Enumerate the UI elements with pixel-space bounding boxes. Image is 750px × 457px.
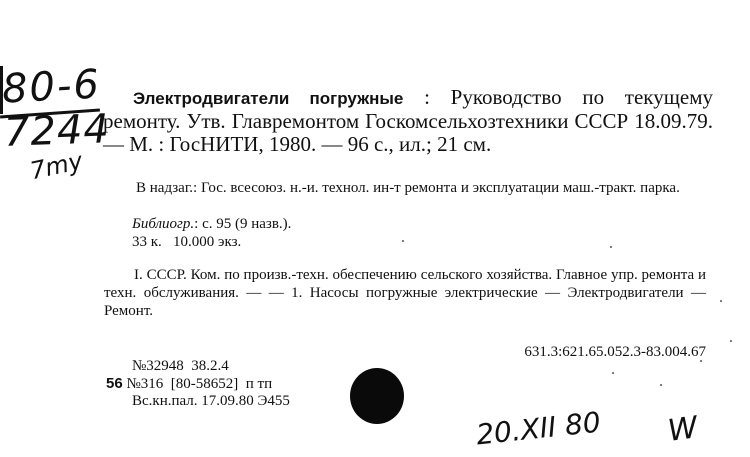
- code-prefix: 56: [106, 375, 123, 392]
- bibliographic-description: [103, 86, 713, 156]
- speck: [612, 372, 614, 374]
- code-line-3: Вс.кн.пал. 17.09.80 Э455: [132, 393, 290, 409]
- handwritten-date: 20.XII 80: [474, 405, 603, 452]
- record-note-text: В надзаг.: Гос. всесоюз. н.-и. технол. ин-т ремонта и эксплуатации маш.-тракт. парка.: [136, 180, 680, 196]
- record-copies: 33 к. 10.000 экз.: [132, 234, 242, 250]
- record-title: Электродвигатели погружные: [133, 89, 404, 108]
- speck: [402, 240, 404, 242]
- biblio-value: : с. 95 (9 назв.).: [194, 216, 292, 232]
- speck: [610, 246, 612, 248]
- shelf-mark-bottom: 7244: [3, 106, 111, 156]
- record-bibliography: [132, 215, 291, 233]
- record-subjects-text: I. СССР. Ком. по произв.-техн. обеспечению сельского хозяйства. Главное упр. ремонта и техн. обслуживания. — — 1. Насосы погружные электрические — Электродвигатели — Ремонт.: [104, 267, 706, 319]
- handwritten-note: 7my: [27, 146, 86, 186]
- punch-hole: [350, 368, 404, 424]
- speck: [700, 360, 702, 362]
- record-note: [106, 179, 706, 197]
- biblio-label: Библиогр.: [132, 216, 195, 232]
- speck: [730, 340, 732, 342]
- card-codes: [106, 358, 290, 410]
- record-subjects: [104, 266, 706, 320]
- record-title-rest: : Руководство по текущему ремонту. Утв. Главремонтом Госкомсельхозтехники СССР 18.09.79. — М. : ГосНИТИ, 1980. — 96 с., ил.; 21 см.: [103, 85, 713, 156]
- udc-index: 631.3:621.65.052.3-83.004.67: [524, 344, 706, 360]
- speck: [720, 300, 722, 302]
- code-line-2: [106, 375, 290, 393]
- speck: [660, 384, 662, 386]
- handwritten-initials: W: [665, 410, 700, 449]
- code-line-2-text: №316 [80-58652] п тп: [126, 376, 273, 392]
- code-line-1: №32948 38.2.4: [132, 358, 229, 374]
- shelf-mark-top: 80-6: [0, 61, 102, 113]
